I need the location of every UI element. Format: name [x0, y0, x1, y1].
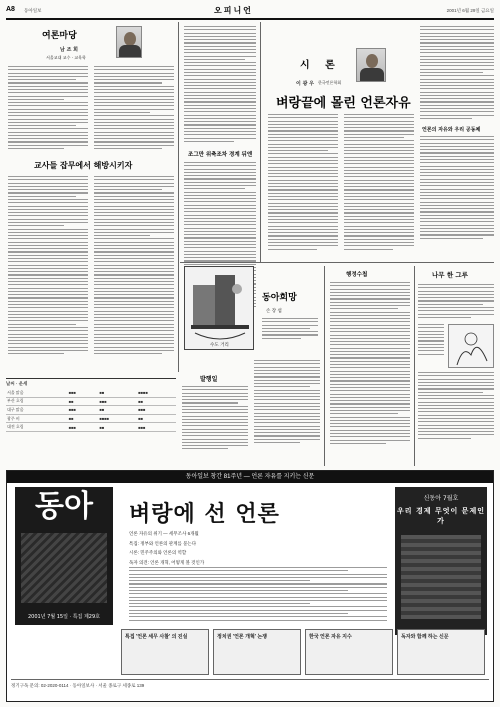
ad-body-text: [129, 567, 387, 623]
weather-row: 서울 맑음: [6, 389, 68, 397]
column-divider-3: [324, 266, 325, 466]
ad-bullet: 특집: 정부와 언론의 관계를 묻는다: [129, 540, 197, 546]
main-author-info: 한국언론학회: [318, 80, 342, 85]
cartoon-text: [262, 318, 318, 341]
ad-right-panel[interactable]: [395, 487, 487, 635]
weather-box: [6, 378, 176, 468]
mid-rule: [180, 262, 494, 263]
side-text-3: [418, 372, 494, 441]
advertisement[interactable]: [6, 470, 494, 702]
main-text-1: [268, 114, 338, 252]
ad-bullet: 시론: 민주주의와 언론의 역할: [129, 550, 187, 555]
editorial-text-2: [254, 360, 320, 445]
cartoon-artist: 손 장 섭: [266, 309, 282, 314]
side-text-1: [418, 284, 494, 320]
ad-footer: 정기구독 문의: 02-2020-0114 · 동아일보사 · 서울 종로구 세종로 139: [11, 679, 489, 699]
ad-topline: 동아일보 창간 81주년 — 언론 자유를 지키는 신문: [7, 471, 493, 483]
main-headline: 벼랑끝에 몰린 언론자유: [276, 96, 411, 111]
column-subhead: 교사들 잡무에서 해방시키자: [34, 160, 133, 170]
section-title: 오피니언: [214, 6, 253, 15]
author-photo: [116, 26, 142, 58]
side-title: 나무 한 그루: [432, 271, 468, 279]
page-number: A8: [6, 6, 15, 13]
ad-headline: 벼랑에 선 언론: [129, 502, 280, 527]
ad-bullet: 독자 의견: 언론 개혁, 어떻게 볼 것인가: [129, 559, 205, 565]
cartoon-bottom-label: 수도 거리: [210, 343, 229, 348]
main-kicker: 시 론: [300, 60, 341, 71]
main-subhead-2: 언론의 자유와 우리 공동체: [422, 127, 481, 133]
column-divider-1: [178, 22, 179, 372]
main-text-4: [420, 136, 494, 241]
ad-bullets: [129, 531, 387, 569]
ad-card[interactable]: 특집 '언론 세무 사찰' 의 진실: [121, 629, 209, 675]
main-author-photo: [356, 48, 386, 82]
mid-text-1: [184, 26, 256, 144]
issue-date: 2001년 6월 29일 금요일: [446, 8, 494, 13]
side-text-2: [418, 324, 444, 357]
editorial-text-1: [182, 386, 248, 452]
column-text-1: [8, 66, 88, 151]
ad-logo-image: [21, 533, 107, 603]
cartoon-caption: 동아희망: [262, 293, 297, 303]
column-divider-4: [414, 266, 415, 466]
main-author: 이 광 우: [296, 81, 314, 87]
ad-right-title: 우리 경제 무엇이 문제인가: [397, 507, 485, 525]
ad-logo: [15, 487, 113, 625]
column-divider-2: [260, 22, 261, 262]
ongoing-label: 행정수첩: [346, 272, 368, 278]
weather-label: 날씨 · 운세: [6, 381, 28, 386]
column-author-info: 서울교대 교수 · 교육학: [46, 55, 86, 60]
ad-bullet: 언론 자유의 위기 — 세무조사 6개월: [129, 531, 199, 536]
weather-row: 대구 맑음: [6, 406, 68, 415]
ad-card[interactable]: 독자와 함께 하는 신문: [397, 629, 485, 675]
column-title: 여론마당: [42, 31, 77, 41]
header-rule: [6, 18, 494, 20]
ad-logo-text: 동아: [35, 489, 93, 524]
page-header: [6, 5, 494, 17]
column-text-4: [94, 176, 174, 356]
ongoing-text: [330, 282, 410, 446]
ad-right-top: 신동아 7월호: [423, 495, 459, 502]
column-text-3: [8, 176, 88, 356]
ad-cards: [121, 629, 487, 675]
editorial-title: 발행일: [200, 376, 218, 383]
weather-row: 대전 흐림: [6, 423, 68, 432]
editorial-cartoon: [184, 266, 254, 350]
ad-card[interactable]: 한국 언론 자유 지수: [305, 629, 393, 675]
column-text-2: [94, 66, 174, 151]
weather-table: 서울 맑음 ■■■ ■■ ■■■■ 부산 흐림 ■■ ■■■ ■■ 대구 맑음 ■■■ ■■ ■■■ 광주 비 ■■ ■■■■ ■■ 대전 흐림 ■■■ ■■ ■■■: [6, 389, 176, 432]
ad-logo-label: 2001년 7월 15일 · 특집 제29호: [28, 614, 100, 620]
ad-right-image: [401, 535, 481, 619]
column-author: 남 조 희: [60, 47, 78, 53]
side-illustration: [448, 324, 494, 368]
weather-row: 부산 흐림: [6, 397, 68, 406]
paper-name: 동아일보: [24, 8, 42, 13]
mid-subhead: 조그만 위축조차 경계 뒤엔: [188, 152, 253, 158]
main-text-3: [420, 26, 494, 121]
weather-row: 광주 비: [6, 414, 68, 423]
ad-card[interactable]: 정치권 '언론 개혁' 논쟁: [213, 629, 301, 675]
main-text-2: [344, 114, 414, 252]
